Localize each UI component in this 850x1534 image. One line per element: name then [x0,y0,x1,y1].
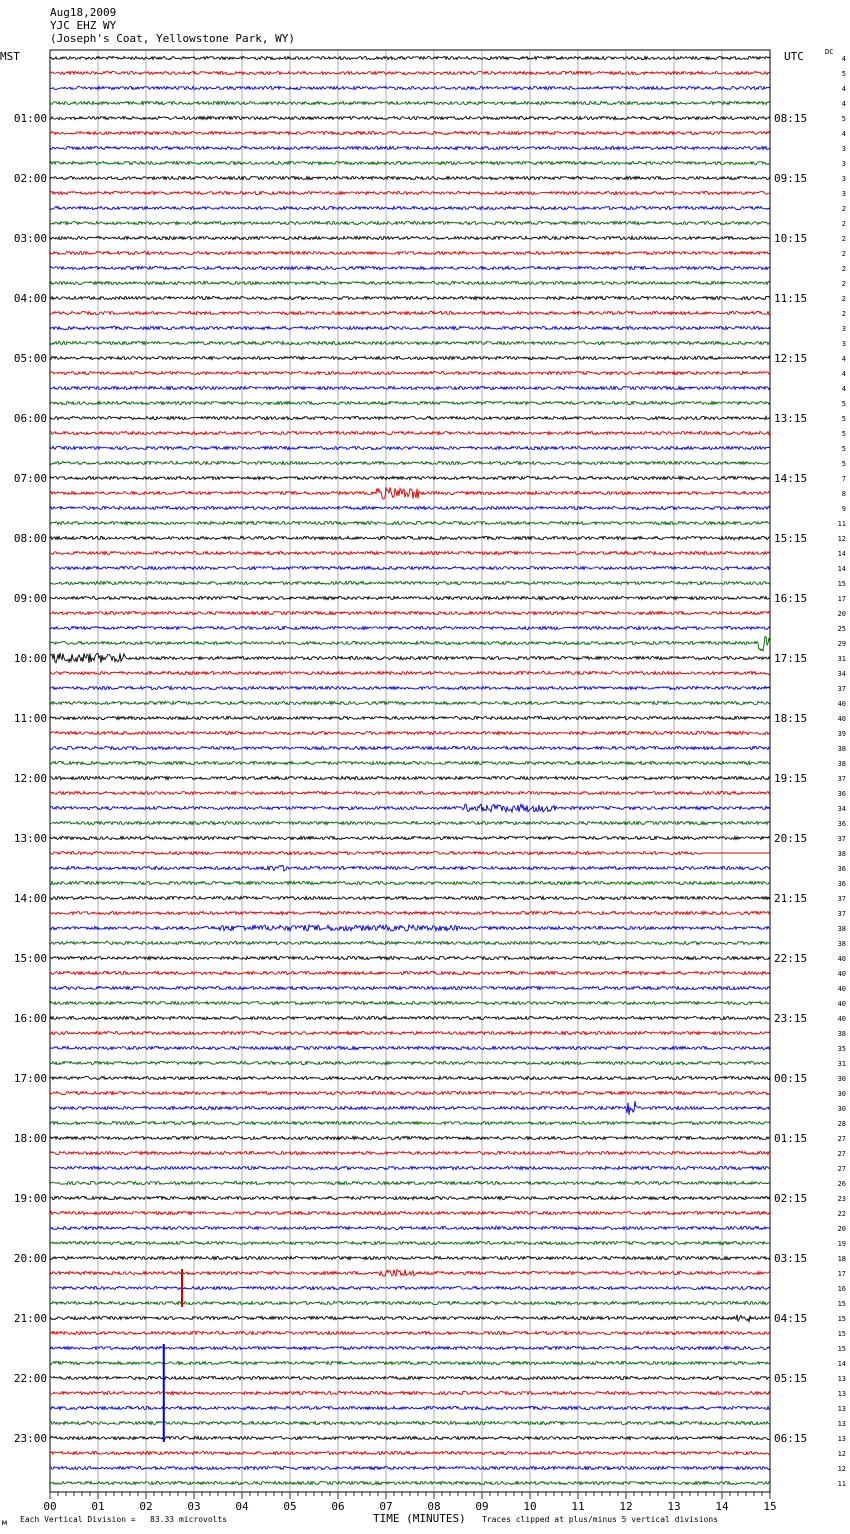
dc-offset-value: 2 [841,295,846,303]
trace-line [50,416,770,419]
trace-line [50,1211,770,1214]
trace-line [50,1301,770,1304]
x-tick-label: 09 [475,1500,489,1513]
dc-offset-value: 8 [841,490,846,498]
trace-line [50,911,770,914]
trace-line [50,596,770,599]
trace-line [50,761,770,764]
trace-line [50,431,770,434]
dc-offset-value: 14 [837,550,846,558]
dc-offset-value: 14 [837,1360,846,1368]
dc-offset-value: 3 [841,325,846,333]
left-hour-label: 03:00 [13,232,47,245]
trace-line [50,551,770,554]
trace-line [50,1270,770,1277]
trace-line [50,1091,770,1094]
dc-offset-value: 27 [837,1165,846,1173]
dc-offset-value: 40 [837,985,846,993]
left-hour-label: 05:00 [13,352,47,365]
dc-offset-value: 13 [837,1390,846,1398]
dc-offset-value: 38 [837,850,846,858]
trace-line [50,1196,770,1199]
dc-offset-value: 5 [841,460,846,468]
dc-offset-value: 3 [841,160,846,168]
trace-line [50,1466,770,1469]
trace-line [50,1451,770,1454]
trace-line [50,1391,770,1394]
dc-offset-value: 15 [837,1330,846,1338]
left-hour-label: 04:00 [13,292,47,305]
trace-line [50,1376,770,1379]
dc-offset-value: 12 [837,1450,846,1458]
trace-line [50,341,770,344]
trace-line [50,1286,770,1289]
dc-offset-value: 7 [841,475,846,483]
trace-line [50,251,770,254]
dc-offset-value: 31 [837,1060,846,1068]
right-hour-label: 11:15 [774,292,808,305]
trace-line [50,311,770,314]
dc-offset-value: 17 [837,595,846,603]
dc-offset-value: 37 [837,910,846,918]
dc-offset-value: 40 [837,970,846,978]
dc-offset-value: 19 [837,1240,846,1248]
dc-offset-value: 36 [837,865,846,873]
trace-line [50,266,770,269]
dc-offset-value: 36 [837,790,846,798]
left-hour-label: 07:00 [13,472,47,485]
dc-offset-value: 27 [837,1135,846,1143]
trace-line [50,1421,770,1424]
dc-offset-value: 37 [837,685,846,693]
right-hour-label: 12:15 [774,352,808,365]
right-hour-label: 10:15 [774,232,808,245]
dc-offset-value: 36 [837,880,846,888]
right-hour-label: 15:15 [774,532,808,545]
dc-offset-value: 30 [837,1105,846,1113]
trace-line [50,865,770,871]
trace-line [50,986,770,989]
dc-offset-value: 20 [837,610,846,618]
x-tick-label: 11 [571,1500,585,1513]
left-hour-label: 17:00 [13,1072,47,1085]
trace-line [50,1241,770,1244]
dc-offset-value: 40 [837,1000,846,1008]
dc-offset-value: 2 [841,310,846,318]
right-hour-label: 17:15 [774,652,808,665]
trace-line [50,671,770,674]
dc-offset-value: 37 [837,895,846,903]
trace-line [50,701,770,704]
x-tick-label: 01 [91,1500,105,1513]
trace-line [50,1121,770,1124]
trace-line [50,401,770,404]
trace-line [50,611,770,614]
right-hour-label: 16:15 [774,592,808,605]
trace-line [50,925,770,931]
left-hour-label: 19:00 [13,1192,47,1205]
dc-offset-value: 40 [837,1015,846,1023]
right-hour-label: 00:15 [774,1072,808,1085]
trace-line [50,851,770,854]
trace-line [50,86,770,89]
scale-note: Each Vertical Division = 83.33 microvolts [20,1515,228,1524]
trace-line [50,206,770,209]
right-hour-label: 21:15 [774,892,808,905]
dc-offset-value: 20 [837,1225,846,1233]
dc-offset-value: 38 [837,1030,846,1038]
dc-offset-value: 40 [837,715,846,723]
trace-line [50,626,770,629]
dc-offset-value: 5 [841,70,846,78]
trace-line [50,836,770,839]
trace-line [50,804,770,812]
left-hour-label: 20:00 [13,1252,47,1265]
dc-offset-value: 26 [837,1180,846,1188]
x-tick-label: 03 [187,1500,201,1513]
trace-line [50,487,770,499]
dc-offset-value: 12 [837,535,846,543]
dc-offset-value: 2 [841,205,846,213]
x-tick-label: 12 [619,1500,633,1513]
x-tick-label: 06 [331,1500,345,1513]
dc-offset-value: 38 [837,940,846,948]
left-hour-label: 02:00 [13,172,47,185]
trace-line [50,971,770,974]
trace-line [50,116,770,119]
dc-offset-value: 5 [841,400,846,408]
trace-line [50,941,770,944]
trace-line [50,1076,770,1079]
dc-offset-value: 39 [837,730,846,738]
trace-line [50,653,770,663]
dc-offset-value: 15 [837,1300,846,1308]
trace-line [50,371,770,374]
right-hour-label: 06:15 [774,1432,808,1445]
trace-line [50,1181,770,1184]
trace-line [50,1481,770,1484]
dc-offset-value: 34 [837,670,846,678]
dc-offset-value: 38 [837,745,846,753]
x-tick-label: 05 [283,1500,297,1513]
right-hour-label: 03:15 [774,1252,808,1265]
dc-offset-value: 4 [841,355,846,363]
trace-line [50,566,770,569]
trace-line [50,731,770,734]
trace-line [50,896,770,899]
right-hour-label: 19:15 [774,772,808,785]
trace-line [50,176,770,179]
trace-line [50,536,770,539]
trace-line [50,1101,770,1115]
dc-offset-value: 18 [837,1255,846,1263]
left-timezone-label: MST [0,50,20,63]
dc-offset-value: 40 [837,700,846,708]
trace-line [50,326,770,329]
dc-offset-value: 11 [837,520,846,528]
trace-line [50,1436,770,1439]
dc-offset-value: 5 [841,115,846,123]
dc-offset-value: 34 [837,805,846,813]
right-hour-label: 18:15 [774,712,808,725]
dc-offset-value: 4 [841,370,846,378]
right-hour-label: 01:15 [774,1132,808,1145]
trace-line [50,236,770,239]
trace-line [50,1361,770,1364]
left-hour-label: 22:00 [13,1372,47,1385]
dc-offset-value: 37 [837,775,846,783]
left-hour-label: 16:00 [13,1012,47,1025]
trace-line [50,356,770,359]
trace-line [50,146,770,149]
dc-offset-value: 15 [837,1315,846,1323]
dc-label: DC [825,48,834,56]
x-tick-label: 10 [523,1500,537,1513]
x-axis-label: TIME (MINUTES) [373,1512,466,1525]
right-hour-label: 22:15 [774,952,808,965]
dc-offset-value: 2 [841,250,846,258]
dc-offset-value: 30 [837,1075,846,1083]
trace-line [50,821,770,824]
plot-date: Aug18,2009 [50,6,117,19]
dc-offset-value: 2 [841,235,846,243]
trace-line [50,1166,770,1169]
trace-line [50,1136,770,1139]
dc-offset-value: 15 [837,580,846,588]
right-hour-label: 23:15 [774,1012,808,1025]
station-code: YJC EHZ WY [50,19,117,32]
trace-line [50,1061,770,1064]
dc-offset-value: 17 [837,1270,846,1278]
dc-offset-value: 13 [837,1375,846,1383]
dc-offset-value: 4 [841,85,846,93]
trace-line [50,521,770,524]
trace-line [50,161,770,164]
left-hour-label: 23:00 [13,1432,47,1445]
clip-note: Traces clipped at plus/minus 5 vertical divisions [482,1515,719,1524]
x-tick-label: 14 [715,1500,729,1513]
left-hour-label: 12:00 [13,772,47,785]
trace-line [50,221,770,224]
right-hour-label: 08:15 [774,112,808,125]
dc-offset-value: 3 [841,190,846,198]
dc-offset-value: 28 [837,1120,846,1128]
left-hour-label: 14:00 [13,892,47,905]
trace-line [50,191,770,194]
trace-line [50,101,770,104]
trace-line [50,881,770,884]
dc-offset-value: 13 [837,1420,846,1428]
trace-line [50,956,770,959]
dc-offset-value: 40 [837,955,846,963]
trace-line [50,1151,770,1154]
trace-line [50,1046,770,1049]
trace-line [50,791,770,794]
dc-offset-value: 4 [841,130,846,138]
left-hour-label: 18:00 [13,1132,47,1145]
dc-offset-value: 30 [837,1090,846,1098]
plot-frame [50,50,770,1492]
dc-offset-value: 2 [841,220,846,228]
trace-line [50,1016,770,1019]
left-hour-label: 06:00 [13,412,47,425]
left-hour-label: 01:00 [13,112,47,125]
left-hour-label: 13:00 [13,832,47,845]
dc-offset-value: 11 [837,1480,846,1488]
dc-offset-value: 3 [841,340,846,348]
trace-line [50,461,770,464]
dc-offset-value: 2 [841,265,846,273]
dc-offset-value: 38 [837,760,846,768]
dc-offset-value: 2 [841,280,846,288]
left-hour-label: 08:00 [13,532,47,545]
trace-line [50,776,770,779]
dc-offset-value: 15 [837,1345,846,1353]
trace-line [50,71,770,74]
trace-line [50,686,770,689]
trace-line [50,446,770,449]
right-hour-label: 13:15 [774,412,808,425]
x-tick-label: 13 [667,1500,681,1513]
dc-offset-value: 4 [841,55,846,63]
dc-offset-value: 27 [837,1150,846,1158]
x-tick-label: 00 [43,1500,57,1513]
trace-line [50,1331,770,1334]
right-hour-label: 04:15 [774,1312,808,1325]
trace-line [50,746,770,749]
left-hour-label: 21:00 [13,1312,47,1325]
trace-line [50,1315,770,1322]
dc-offset-value: 4 [841,100,846,108]
dc-offset-value: 14 [837,565,846,573]
trace-line [50,506,770,509]
right-hour-label: 09:15 [774,172,808,185]
dc-offset-value: 29 [837,640,846,648]
x-tick-label: 08 [427,1500,441,1513]
right-hour-label: 02:15 [774,1192,808,1205]
x-tick-label: 15 [763,1500,777,1513]
trace-line [50,1406,770,1409]
trace-line [50,1346,770,1349]
trace-line [50,281,770,284]
trace-line [50,296,770,299]
dc-offset-value: 13 [837,1405,846,1413]
trace-line [50,476,770,479]
dc-offset-value: 36 [837,820,846,828]
right-timezone-label: UTC [784,50,804,63]
dc-offset-value: 35 [837,1045,846,1053]
dc-offset-value: 5 [841,415,846,423]
trace-line [50,1256,770,1259]
dc-offset-value: 9 [841,505,846,513]
dc-offset-value: 5 [841,445,846,453]
dc-offset-value: 5 [841,430,846,438]
trace-line [50,131,770,134]
dc-offset-value: 25 [837,625,846,633]
left-hour-label: 09:00 [13,592,47,605]
left-hour-label: 15:00 [13,952,47,965]
trace-line [50,1031,770,1034]
dc-offset-value: 13 [837,1435,846,1443]
dc-offset-value: 31 [837,655,846,663]
trace-line [50,716,770,719]
right-hour-label: 05:15 [774,1372,808,1385]
dc-offset-value: 23 [837,1195,846,1203]
trace-line [50,1001,770,1004]
corner-mark: м [2,1518,7,1527]
trace-line [50,386,770,389]
x-tick-label: 04 [235,1500,249,1513]
dc-offset-value: 37 [837,835,846,843]
dc-offset-value: 38 [837,925,846,933]
x-tick-label: 07 [379,1500,393,1513]
dc-offset-value: 3 [841,145,846,153]
trace-line [50,637,770,651]
trace-line [50,56,770,59]
trace-line [50,1226,770,1229]
x-tick-label: 02 [139,1500,153,1513]
dc-offset-value: 22 [837,1210,846,1218]
station-location: (Joseph's Coat, Yellowstone Park, WY) [50,32,296,45]
left-hour-label: 11:00 [13,712,47,725]
dc-offset-value: 3 [841,175,846,183]
right-hour-label: 14:15 [774,472,808,485]
right-hour-label: 20:15 [774,832,808,845]
dc-offset-value: 4 [841,385,846,393]
left-hour-label: 10:00 [13,652,47,665]
trace-line [50,581,770,584]
dc-offset-value: 16 [837,1285,846,1293]
dc-offset-value: 12 [837,1465,846,1473]
